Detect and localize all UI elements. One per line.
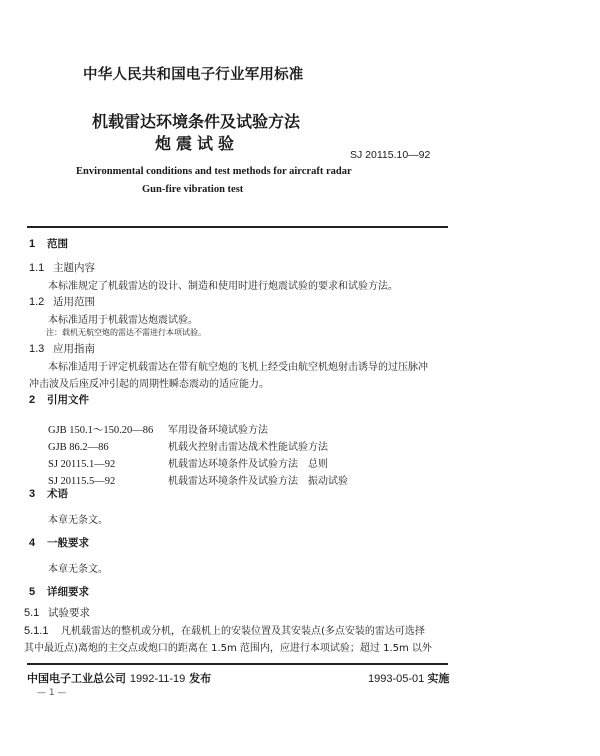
section-1-1-heading: 1.1 主题内容 — [29, 262, 95, 274]
section-1-3-text-line2: 冲击波及后座反冲引起的周期性瞬态震动的适应能力。 — [29, 379, 269, 390]
title-english-line1: Environmental conditions and test methods for aircraft radar — [76, 166, 352, 177]
title-english-line2: Gun-fire vibration test — [142, 184, 244, 195]
section-5-heading: 5 详细要求 — [29, 586, 89, 598]
section-3-heading: 3 术语 — [29, 488, 68, 500]
section-4-heading: 4 一般要求 — [29, 537, 89, 549]
section-1-3-text-line1: 本标准适用于评定机载雷达在带有航空炮的飞机上经受由航空机炮射击诱导的过压脉冲 — [48, 362, 428, 373]
reference-row: SJ 20115.1—92 机载雷达环境条件及试验方法 总则 — [48, 459, 328, 470]
section-1-2-text: 本标准适用于机载雷达炮震试验。 — [48, 315, 198, 326]
title-chinese-line1: 机载雷达环境条件及试验方法 — [92, 112, 301, 131]
section-5-1-1-text-line2: 其中最近点)离炮的主交点或炮口的距离在 1.5m 范围内，应进行本项试验；超过 1.5m 以外 — [24, 643, 432, 654]
section-1-1-text: 本标准规定了机载雷达的设计、制造和使用时进行炮震试验的要求和试验方法。 — [48, 281, 398, 292]
section-3-text: 本章无条文。 — [48, 515, 108, 526]
section-1-heading: 1 范围 — [29, 238, 68, 250]
section-5-1-heading: 5.1 试验要求 — [24, 607, 90, 619]
section-1-2-heading: 1.2 适用范围 — [29, 296, 95, 308]
section-1-2-note: 注：载机无航空炮的雷达不需进行本项试验。 — [46, 328, 206, 337]
section-2-heading: 2 引用文件 — [29, 394, 89, 406]
title-chinese-line2: 炮震试验 — [155, 134, 240, 153]
issue-info: 中国电子工业总公司 1992-11-19 发布 — [27, 672, 212, 685]
page-number: — 1 — — [37, 688, 67, 698]
section-4-text: 本章无条文。 — [48, 564, 108, 575]
footer-divider — [27, 663, 448, 665]
effective-info: 1993-05-01 实施 — [368, 672, 450, 685]
issuing-organization: 中华人民共和国电子行业军用标准 — [83, 67, 304, 83]
header-divider — [27, 226, 448, 228]
section-5-1-1-text-line1: 5.1.1 凡机载雷达的整机或分机，在载机上的安装位置及其安装点(多点安装的雷达可选择 — [24, 625, 425, 637]
reference-row: SJ 20115.5—92 机载雷达环境条件及试验方法 振动试验 — [48, 476, 348, 487]
standard-number: SJ 20115.10—92 — [350, 149, 431, 161]
reference-row: GJB 86.2—86 机载火控射击雷达战术性能试验方法 — [48, 442, 328, 453]
reference-row: GJB 150.1～150.20—86 军用设备环境试验方法 — [48, 425, 268, 436]
section-1-3-heading: 1.3 应用指南 — [29, 343, 95, 355]
